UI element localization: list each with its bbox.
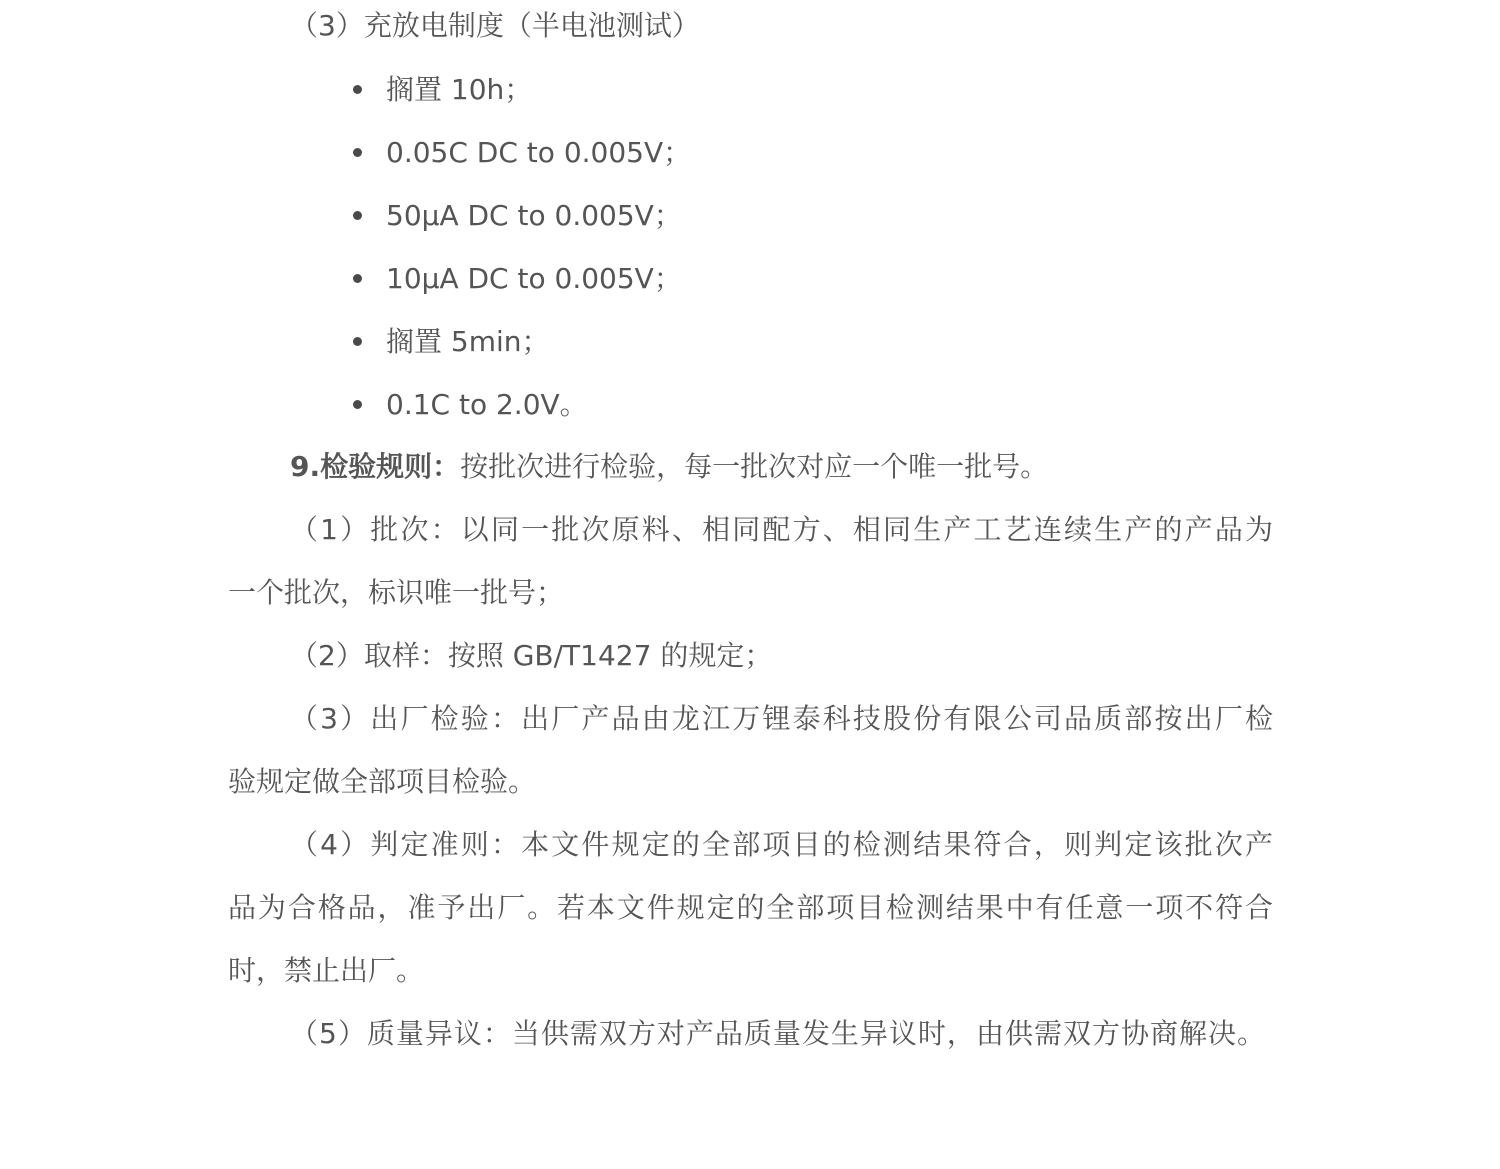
list-item: 50μA DC to 0.005V；: [350, 196, 682, 236]
bullet-icon: [353, 148, 362, 157]
list-item: 0.1C to 2.0V。: [350, 385, 588, 425]
rule-1-line-1: （1）批次：以同一批次原料、相同配方、相同生产工艺连续生产的产品为: [290, 513, 1273, 546]
bullet-icon: [353, 274, 362, 283]
section-9-text: 按批次进行检验，每一批次对应一个唯一批号。: [460, 450, 1049, 483]
rule-4-line-2: 品为合格品，准予出厂。若本文件规定的全部项目检测结果中有任意一项不符合: [228, 891, 1273, 924]
section-9-heading: 9.检验规则：: [290, 450, 461, 483]
rule-2: （2）取样：按照 GB/T1427 的规定；: [290, 639, 773, 672]
bullet-icon: [353, 337, 362, 346]
rule-1-line-2: 一个批次，标识唯一批号；: [228, 576, 565, 609]
rule-4-line-3: 时，禁止出厂。: [228, 954, 425, 987]
section-heading-charge-discharge: （3）充放电制度（半电池测试）: [290, 9, 700, 42]
list-item: 10μA DC to 0.005V；: [350, 259, 682, 299]
list-item: 搁置 10h；: [350, 70, 532, 110]
rule-4-line-1: （4）判定准则：本文件规定的全部项目的检测结果符合，则判定该批次产: [290, 828, 1273, 861]
list-item: 搁置 5min；: [350, 322, 550, 362]
bullet-icon: [353, 85, 362, 94]
rule-5: （5）质量异议：当供需双方对产品质量发生异议时，由供需双方协商解决。: [290, 1017, 1265, 1050]
bullet-icon: [353, 211, 362, 220]
bullet-icon: [353, 400, 362, 409]
section-9-paragraph: [290, 447, 1048, 487]
rule-3-line-2: 验规定做全部项目检验。: [228, 765, 537, 798]
rule-3-line-1: （3）出厂检验：出厂产品由龙江万锂泰科技股份有限公司品质部按出厂检: [290, 702, 1273, 735]
list-item: 0.05C DC to 0.005V；: [350, 133, 691, 173]
